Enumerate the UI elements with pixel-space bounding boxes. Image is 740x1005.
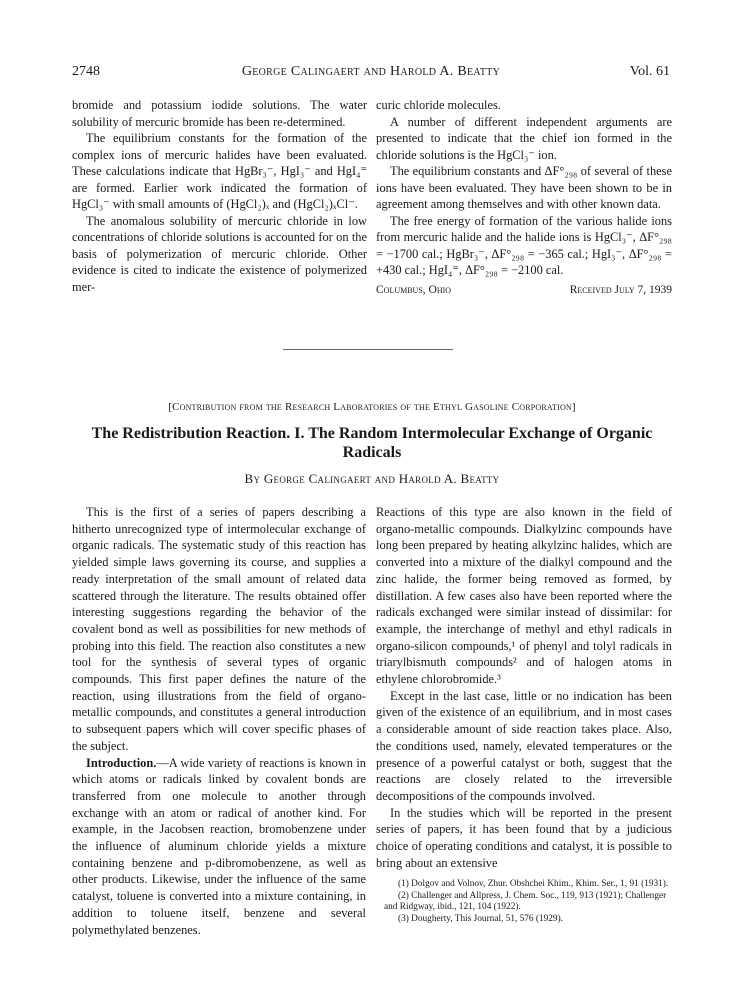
- paragraph: The free energy of formation of the various halide ions from mercuric halide and the halide ions is HgCl₃⁻, ΔF°₂₉₈ = −1700 cal.; HgBr₃⁻, ΔF°₂₉₈ = −365 cal.; HgI₃⁻, ΔF°₂₉₈ = +430 cal.; HgI₄⁼, ΔF°₂₉₈ = −2100 cal.: [376, 213, 672, 277]
- running-header: [72, 64, 670, 84]
- paragraph: The equilibrium constants and ΔF°₂₉₈ of several of these ions have been evaluated. They have been shown to be in agreement among themselves and with other known data.: [376, 164, 672, 211]
- previous-article-right-column: [376, 97, 672, 298]
- paragraph: In the studies which will be reported in the present series of papers, it has been found that by a judicious choice of operating conditions and catalyst, it is possible to bring about an extensive: [376, 805, 672, 870]
- article-title: The Redistribution Reaction. I. The Random Intermolecular Exchange of Organic Radicals: [91, 425, 653, 461]
- contribution-note: [Contribution from the Research Laboratories of the Ethyl Gasoline Corporation]: [168, 401, 576, 413]
- paragraph: [72, 755, 366, 939]
- paragraph: Except in the last case, little or no indication has been given of the existence of an equilibrium, and in most cases a considerable amount of side reaction takes place. Also, the conditions used, namely, elevated temperatures or the presence of a powerful catalyst or both, suggest that the reactions are closely related to the irreversible decompositions of the compounds involved.: [376, 688, 672, 803]
- running-head-authors: George Calingaert and Harold A. Beatty: [241, 64, 501, 79]
- page-number: 2748: [72, 64, 100, 79]
- article-right-column: [376, 504, 672, 925]
- signature-received: Received July 7, 1939: [569, 283, 672, 296]
- paragraph: bromide and potassium iodide solutions. The water solubility of mercuric bromide has been re-determined.: [72, 98, 367, 129]
- section-divider: [283, 349, 453, 350]
- section-heading-introduction: Introduction.: [86, 755, 157, 770]
- paragraph-text: —A wide variety of reactions is known in which atoms or radicals linked by covalent bonds are transferred from one molecule to another through exchange with an atom or radical of another kind. For example, in the Jacobsen reaction, bromobenzene under the influence of aluminum chloride yields a mixture containing benzene and p-dibromobenzene, as well as other products. Likewise, under the influence of the same catalyst, toluene is converted into a mixture containing, in addition to toluene itself, benzene and several polymethylated benzenes.: [72, 755, 366, 937]
- footnote: (1) Dolgov and Volnov, Zhur. Obshchei Khim., Khim. Ser., 1, 91 (1931).: [398, 879, 669, 890]
- footnotes: [376, 879, 672, 925]
- paragraph: A number of different independent arguments are presented to indicate that the chief ion formed in the chloride solutions is the HgCl₃⁻ ion.: [376, 114, 672, 162]
- paragraph: curic chloride molecules.: [376, 98, 501, 112]
- paragraph: Reactions of this type are also known in the field of organo-metallic compounds. Dialkylzinc compounds have long been prepared by heating alkylzinc halides, which are converted into a mixture of the dialkyl compound and the zinc halide, the former being removed as formed, by distillation. A few cases also have been reported where the radicals exchanged were similar instead of dissimilar: for example, the interchange of methyl and ethyl radicals in organo-silicon compounds,¹ of phenyl and tolyl radicals in triarylbismuth compounds² and of halogen atoms in ethylene chlorobromide.³: [376, 505, 672, 687]
- signature-place: Columbus, Ohio: [376, 283, 452, 296]
- byline: By George Calingaert and Harold A. Beatty: [244, 471, 500, 486]
- volume-label: Vol. 61: [629, 64, 670, 79]
- signature-line: [376, 282, 672, 299]
- footnote: (2) Challenger and Allpress, J. Chem. Soc., 119, 913 (1921); Challenger and Ridgway, ibid., 121, 104 (1922).: [384, 890, 667, 913]
- previous-article-left-column: [72, 97, 367, 295]
- paragraph: The anomalous solubility of mercuric chloride in low concentrations of chloride solutions is accounted for on the basis of polymerization of mercuric chloride. Other evidence is cited to indicate the existence of polymerized mer-: [72, 213, 367, 294]
- paragraph: This is the first of a series of papers describing a hitherto unrecognized type of intermolecular exchange of organic radicals. The systematic study of this reaction has yielded simple laws governing its course, and supplies a ready interpretation of the small amount of related data scattered through the literature. The results obtained offer interesting suggestions regarding the behavior of the covalent bond as well as possibilities for new methods of probing into this field. The reaction also constitutes a new tool for the synthesis of several types of organic compounds. This first paper defines the nature of the reaction, using illustrations from the field of organo-metallic compounds, and constitutes a general introduction to subsequent papers which will cover specific phases of the subject.: [72, 505, 366, 753]
- article-left-column: [72, 504, 366, 938]
- footnote: (3) Dougherty, This Journal, 51, 576 (1929).: [398, 913, 563, 924]
- paragraph: The equilibrium constants for the formation of the complex ions of mercuric halides have been evaluated. These calculations indicate that HgBr₃⁻, HgI₃⁻ and HgI₄⁼ are formed. Earlier work indicated the formation of HgCl₃⁻ with small amounts of (HgCl₂)ₓ and (HgCl₂)ₓCl⁻.: [72, 131, 367, 211]
